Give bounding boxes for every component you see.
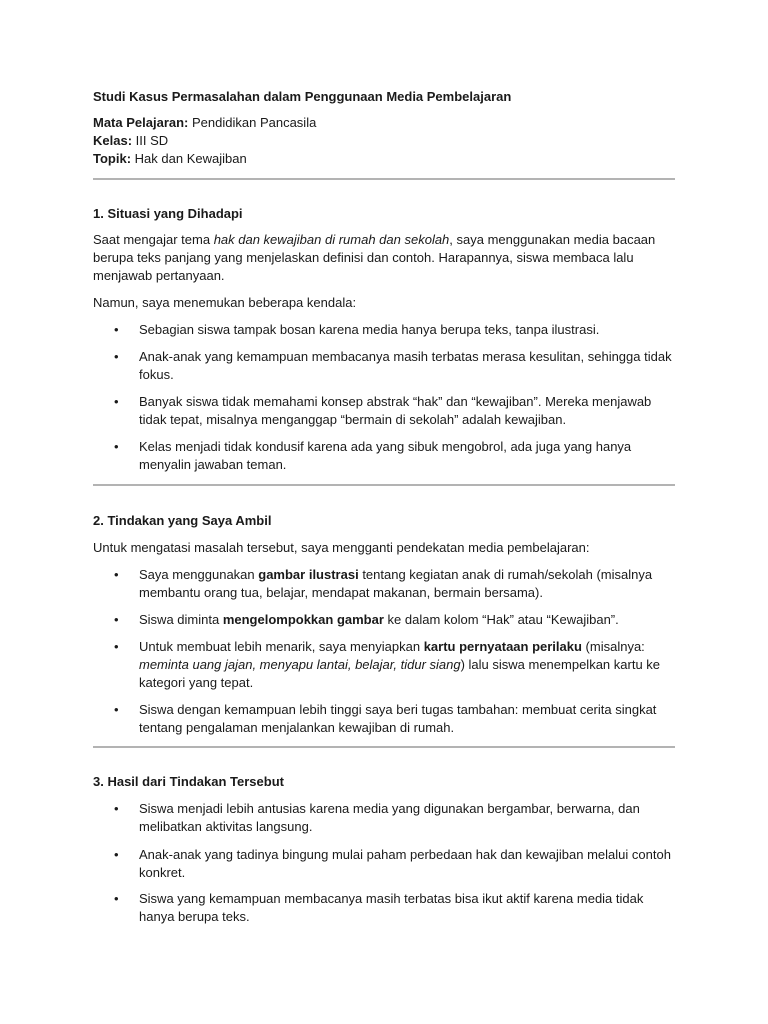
section3-list (93, 800, 675, 836)
bold-term: kartu pernyataan perilaku (423, 639, 582, 654)
list-item: • Saya menggunakan gambar ilustrasi tentang kegiatan anak di rumah/sekolah (misalnya membantu orang tua, belajar, mendapat makanan, bermain bersama). (93, 566, 675, 602)
section1-list (93, 321, 675, 339)
list-item: • Siswa dengan kemampuan lebih tinggi saya beri tugas tambahan: membuat cerita singkat tentang pengalaman menjalankan kewajiban di rumah. (93, 701, 675, 737)
list-item: • Siswa yang kemampuan membacanya masih terbatas bisa ikut aktif karena media tidak hanya berupa teks. (93, 890, 675, 926)
list-item: • Siswa menjadi lebih antusias karena media yang digunakan bergambar, berwarna, dan melibatkan aktivitas langsung. (93, 800, 675, 836)
section2-list (93, 701, 675, 737)
section2-intro: Untuk mengatasi masalah tersebut, saya mengganti pendekatan media pembelajaran: (93, 540, 590, 555)
divider-2 (93, 484, 675, 486)
bold-term: mengelompokkan gambar (222, 612, 384, 627)
section1-list (93, 393, 675, 429)
list-item: • Sebagian siswa tampak bosan karena media hanya berupa teks, tanpa ilustrasi. (93, 321, 675, 339)
list-item: • Untuk membuat lebih menarik, saya menyiapkan kartu pernyataan perilaku (misalnya: meminta uang jajan, menyapu lantai, belajar, tidur siang) lalu siswa menempelkan kartu ke kategori yang tepat. (93, 638, 675, 692)
section3-heading: 3. Hasil dari Tindakan Tersebut (93, 774, 284, 789)
meta-class-label: Kelas (93, 133, 128, 148)
meta-class-value: III SD (132, 133, 169, 148)
section1-paragraph-1: Saat mengajar tema hak dan kewajiban di rumah dan sekolah, saya menggunakan media bacaan berupa teks panjang yang menjelaskan definisi dan contoh. Harapannya, siswa membaca lalu menjawab pertanyaan. (93, 232, 656, 283)
meta-subject: Mata Pelajaran: Pendidikan Pancasila (93, 115, 317, 130)
divider-3 (93, 746, 675, 748)
section1-paragraph-2: Namun, saya menemukan beberapa kendala: (93, 295, 357, 310)
list-item: • Banyak siswa tidak memahami konsep abstrak “hak” dan “kewajiban”. Mereka menjawab tidak tepat, misalnya menganggap “bermain di sekolah” adalah kewajiban. (93, 393, 675, 429)
list-item: • Siswa diminta mengelompokkan gambar ke dalam kolom “Hak” atau “Kewajiban”. (93, 611, 675, 629)
section2-heading: 2. Tindakan yang Saya Ambil (93, 513, 272, 528)
list-item: • Anak-anak yang tadinya bingung mulai paham perbedaan hak dan kewajiban melalui contoh konkret. (93, 846, 675, 882)
section1-emphasis: hak dan kewajiban di rumah dan sekolah (213, 232, 450, 247)
meta-topic-value: Hak dan Kewajiban (131, 151, 247, 166)
divider-1 (93, 178, 675, 180)
section3-list (93, 846, 675, 882)
section1-heading: 1. Situasi yang Dihadapi (93, 206, 243, 221)
meta-topic-label: Topik (93, 151, 127, 166)
section2-list (93, 566, 675, 602)
section1-list (93, 438, 675, 474)
bold-term: gambar ilustrasi (258, 567, 359, 582)
section3-list (93, 890, 675, 926)
section2-list (93, 638, 675, 692)
document-title: Studi Kasus Permasalahan dalam Penggunaan Media Pembelajaran (93, 89, 512, 104)
italic-examples: meminta uang jajan, menyapu lantai, belajar, tidur siang (139, 657, 461, 672)
list-item: • Kelas menjadi tidak kondusif karena ada yang sibuk mengobrol, ada juga yang hanya menyalin jawaban teman. (93, 438, 675, 474)
meta-subject-value: Pendidikan Pancasila (188, 115, 317, 130)
section1-list (93, 348, 675, 384)
section2-list (93, 611, 675, 629)
meta-class: Kelas: III SD (93, 133, 169, 148)
meta-block (93, 114, 675, 168)
list-item: • Anak-anak yang kemampuan membacanya masih terbatas merasa kesulitan, sehingga tidak fokus. (93, 348, 675, 384)
meta-subject-label: Mata Pelajaran (93, 115, 185, 130)
meta-topic: Topik: Hak dan Kewajiban (93, 151, 247, 166)
